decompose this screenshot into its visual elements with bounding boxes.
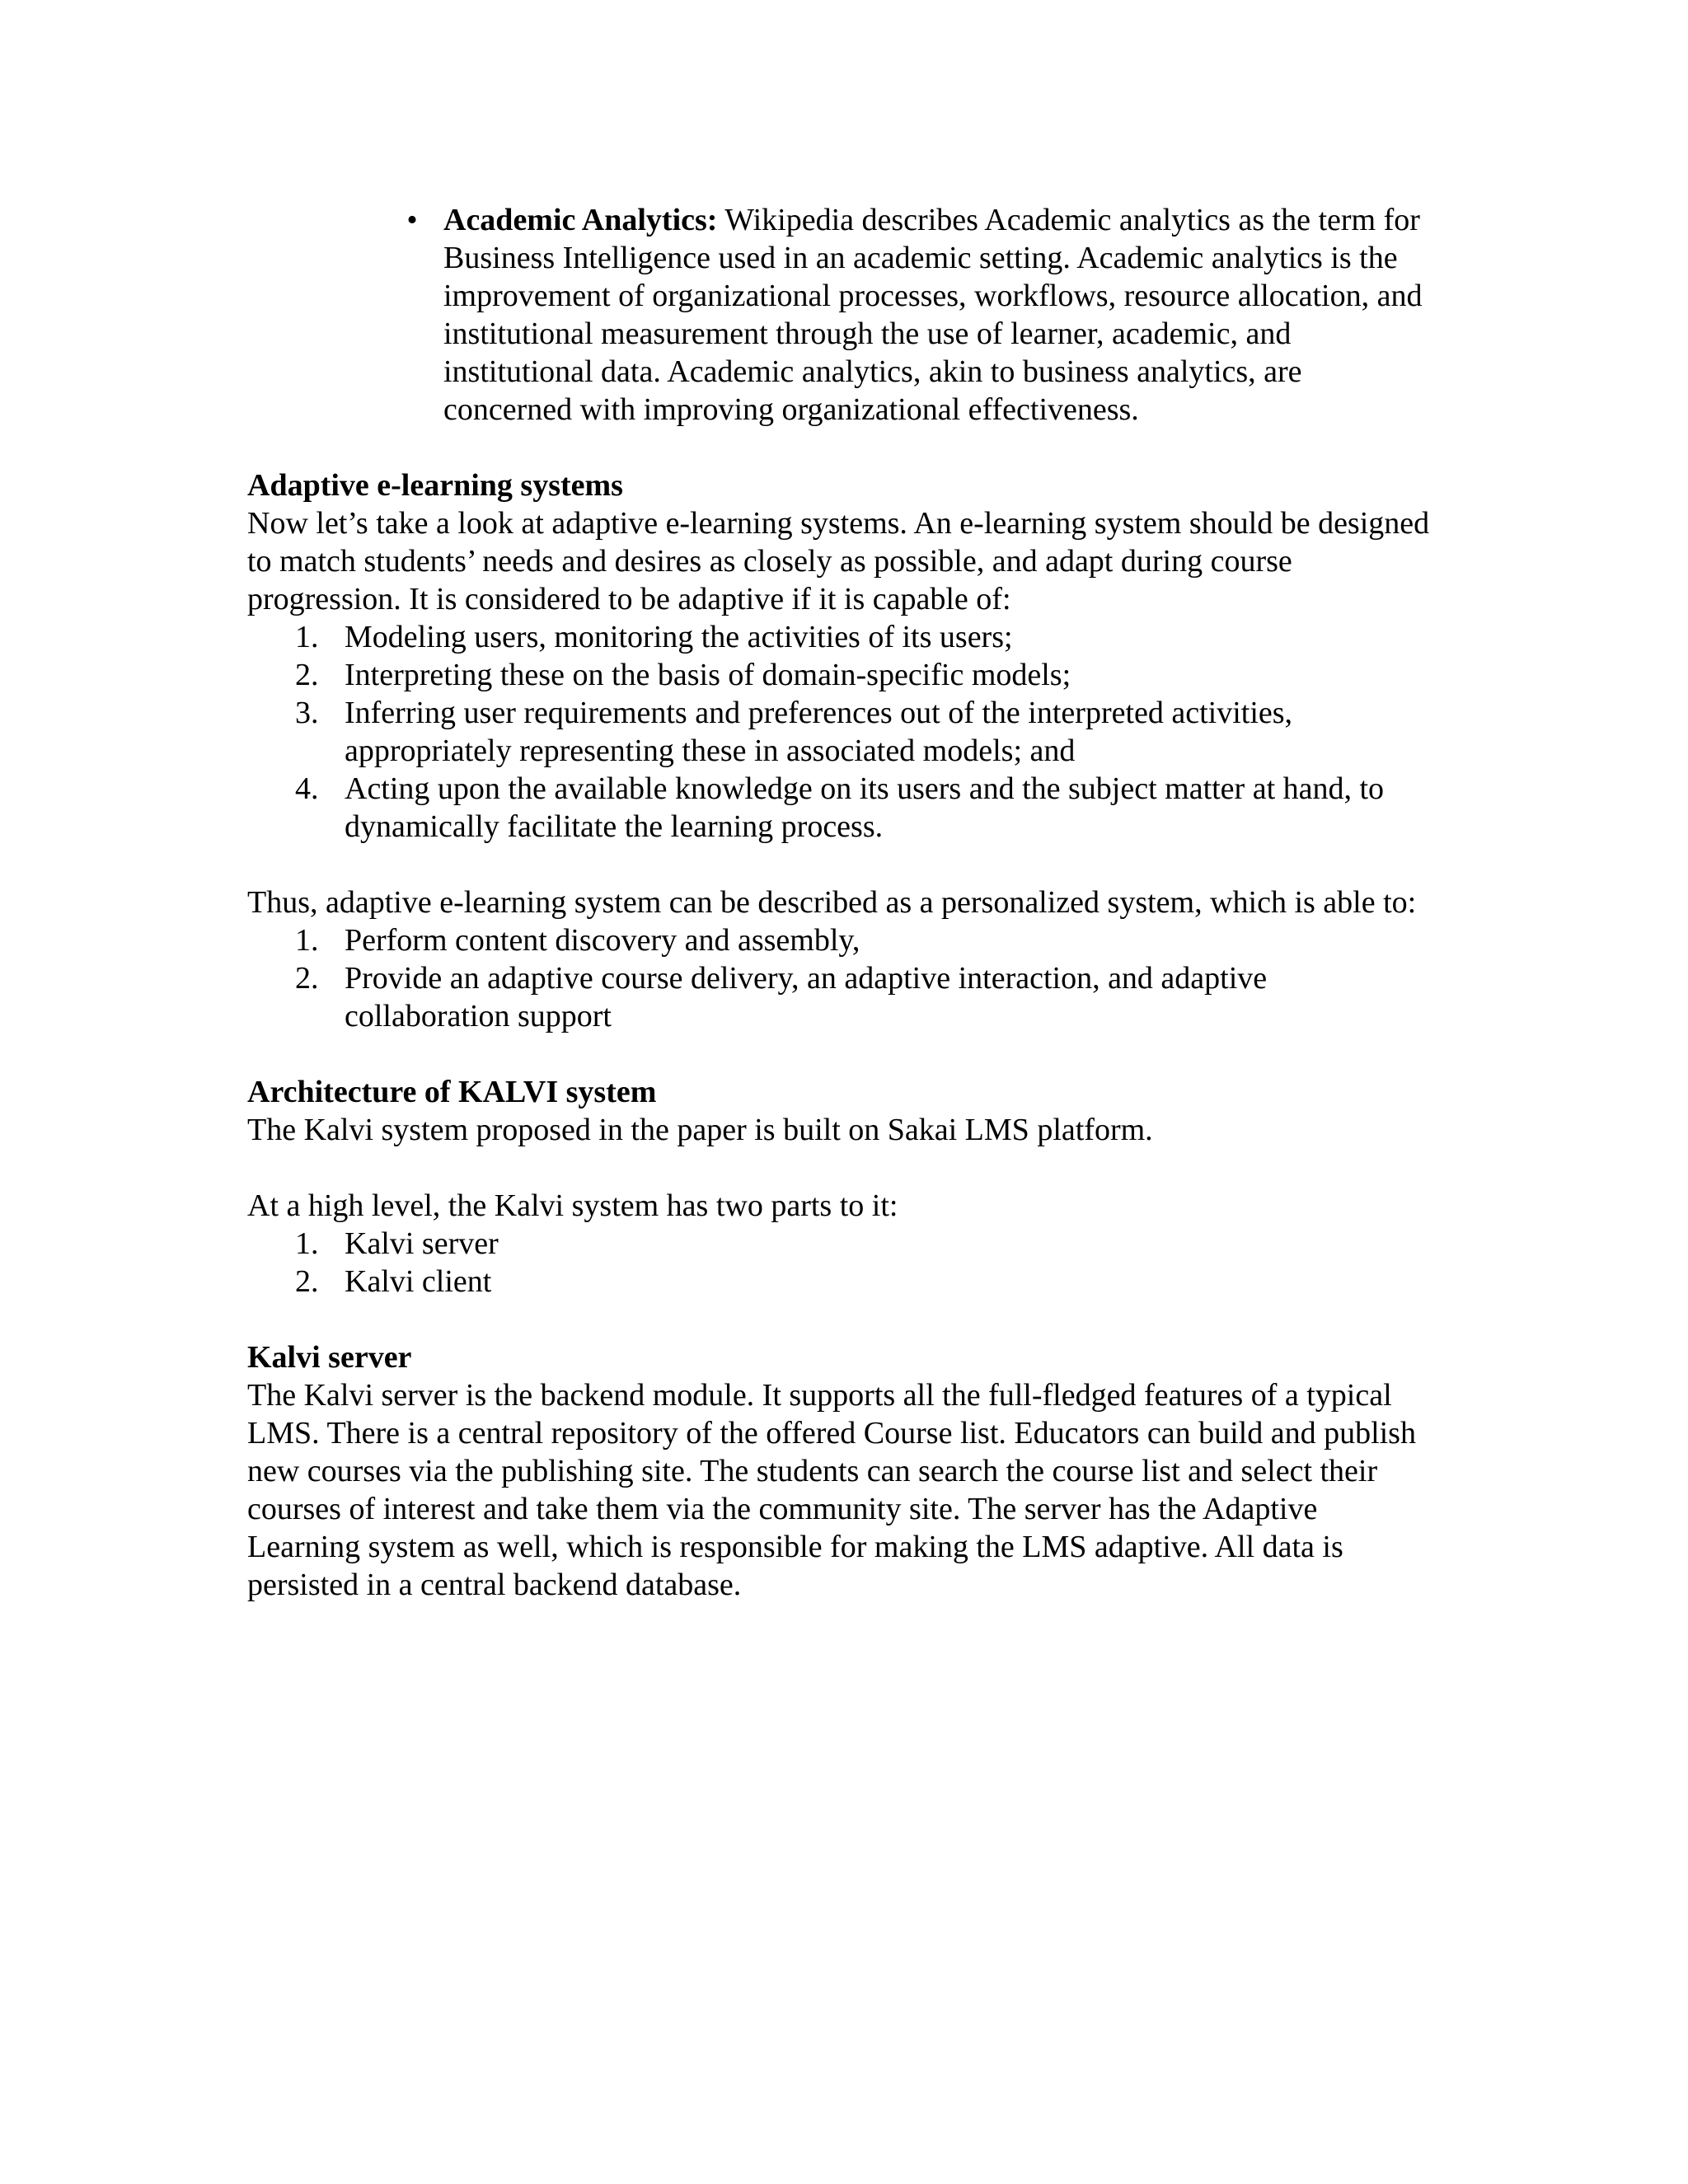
adaptive-capabilities-list	[247, 618, 1434, 846]
list-item	[247, 618, 1434, 656]
list-number: 3.	[295, 696, 319, 730]
list-item	[247, 656, 1434, 694]
section-heading-adaptive: Adaptive e-learning systems	[247, 468, 623, 503]
bullet-paragraph	[443, 201, 1434, 429]
server-text: The Kalvi server is the backend module. It supports all the full-fledged features of a typical LMS. There is a central repository of the offered Course list. Educators can build and publish new courses via the publishing site. The students can search the course list and select their courses of interest and take them via the community site. The server has the Adaptive Learning system as well, which is responsible for making the LMS adaptive. All data is persisted in a central backend database.	[247, 1378, 1416, 1602]
bullet-list	[247, 201, 1434, 429]
architecture-parts-list	[247, 1225, 1434, 1301]
list-item-text: Provide an adaptive course delivery, an adaptive interaction, and adaptive collaboration support	[345, 961, 1268, 1033]
list-item	[247, 770, 1434, 846]
architecture-text: The Kalvi system proposed in the paper is built on Sakai LMS platform.	[247, 1113, 1153, 1147]
list-item	[247, 959, 1434, 1035]
list-item-text: Inferring user requirements and preferences out of the interpreted activities, appropriately representing these in associated models; and	[345, 696, 1293, 768]
section-heading-architecture: Architecture of KALVI system	[247, 1075, 657, 1109]
bullet-icon: •	[406, 203, 418, 237]
spacer	[247, 846, 1434, 883]
section-heading-server: Kalvi server	[247, 1340, 412, 1375]
bullet-term: Academic Analytics:	[443, 203, 718, 237]
list-item-text: Interpreting these on the basis of domain-specific models;	[345, 658, 1071, 692]
spacer	[247, 1149, 1434, 1187]
list-item-text: Modeling users, monitoring the activities of its users;	[345, 620, 1013, 654]
adaptive-intro: Now let’s take a look at adaptive e-learning systems. An e-learning system should be designed to match students’ needs and desires as closely as possible, and adapt during course progression. It is considered to be adaptive if it is capable of:	[247, 506, 1430, 616]
list-number: 1.	[295, 620, 319, 654]
list-item-text: Kalvi server	[345, 1226, 499, 1261]
list-item	[247, 1263, 1434, 1301]
bullet-item-academic-analytics	[247, 201, 1434, 429]
spacer	[247, 1035, 1434, 1073]
list-number: 1.	[295, 923, 319, 958]
list-item	[247, 921, 1434, 959]
list-item-text: Acting upon the available knowledge on its users and the subject matter at hand, to dynamically facilitate the learning process.	[345, 771, 1385, 844]
spacer	[247, 1301, 1434, 1338]
list-number: 1.	[295, 1226, 319, 1261]
adaptive-summary: Thus, adaptive e-learning system can be described as a personalized system, which is able to:	[247, 885, 1417, 920]
list-number: 2.	[295, 658, 319, 692]
bullet-text: Wikipedia describes Academic analytics as the term for Business Intelligence used in an academic setting. Academic analytics is the improvement of organizational processes, workflows, resource allocation, and institutional measurement through the use of learner, academic, and institutional data. Academic analytics, akin to business analytics, are concerned with improving organizational effectiveness.	[443, 203, 1423, 427]
list-item-text: Kalvi client	[345, 1264, 492, 1299]
list-item-text: Perform content discovery and assembly,	[345, 923, 860, 958]
list-number: 4.	[295, 771, 319, 806]
list-item	[247, 1225, 1434, 1263]
architecture-parts-intro: At a high level, the Kalvi system has two parts to it:	[247, 1188, 898, 1223]
adaptive-summary-list	[247, 921, 1434, 1035]
list-number: 2.	[295, 961, 319, 996]
list-number: 2.	[295, 1264, 319, 1299]
main-content	[247, 466, 1434, 1604]
list-item	[247, 694, 1434, 770]
